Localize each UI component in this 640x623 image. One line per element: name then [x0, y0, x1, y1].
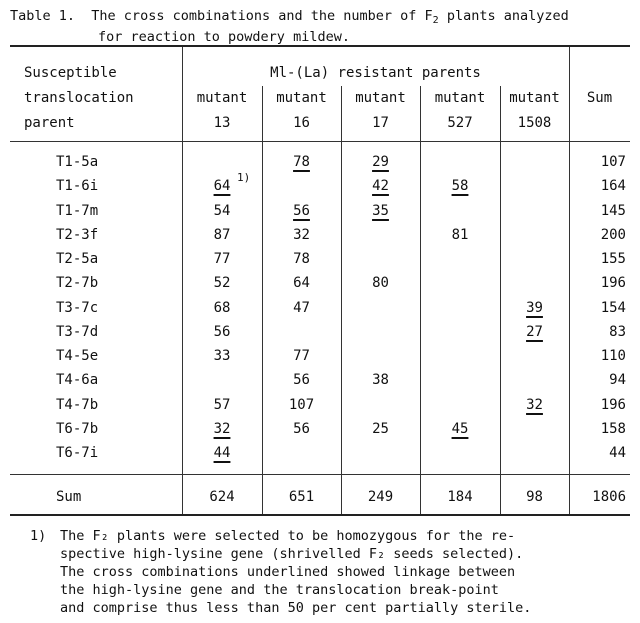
row-name: T1-6i	[56, 178, 99, 195]
cell-value: 56	[293, 372, 310, 389]
row-name: T2-5a	[56, 251, 99, 267]
row-name: T2-7b	[56, 275, 99, 292]
data-table	[10, 45, 630, 516]
cell-value: 56	[293, 420, 310, 437]
cell-value: 38	[372, 372, 389, 389]
mutant-number: 527	[447, 115, 473, 131]
table-caption	[10, 8, 630, 46]
mutant-divider	[500, 86, 501, 141]
caption-subscript: 2	[432, 15, 439, 26]
mutant-divider	[262, 86, 263, 141]
row-name: T3-7d	[56, 323, 99, 340]
row-name: T6-7b	[56, 420, 99, 437]
column-divider	[262, 141, 263, 514]
cell-value: 77	[293, 348, 310, 364]
cell-value: 44	[213, 445, 231, 461]
cell-value: 81	[451, 226, 469, 243]
row-name: T4-5e	[56, 348, 99, 364]
caption-line2: for reaction to powdery mildew.	[98, 29, 350, 45]
group-title: Ml-(La) resistant parents	[270, 65, 481, 81]
row-sum: 83	[609, 323, 626, 340]
cell-value: 54	[213, 202, 231, 219]
footnote	[30, 527, 630, 617]
column-divider	[500, 141, 501, 514]
mutant-label: mutant	[276, 90, 327, 106]
cell-value: 107	[288, 396, 315, 413]
totals-value: 249	[367, 489, 394, 505]
cell-value: 47	[293, 299, 310, 316]
cell-value: 32	[213, 420, 231, 437]
row-sum: 200	[600, 226, 626, 243]
cell-value: 29	[372, 154, 389, 170]
cell-value: 57	[213, 396, 231, 413]
row-name: T3-7c	[56, 299, 99, 316]
cell-value: 32	[293, 226, 310, 243]
cell-value: 39	[526, 299, 543, 316]
mutant-number: 17	[372, 115, 389, 131]
row-header-line: Susceptible	[24, 65, 117, 81]
row-header-line: translocation	[24, 90, 134, 106]
mutant-number: 16	[293, 115, 310, 131]
caption-label: Table 1.	[10, 8, 76, 24]
mutant-number: 13	[213, 115, 231, 131]
header-rule	[10, 141, 630, 142]
row-name: T1-5a	[56, 154, 99, 170]
cell-value: 35	[372, 202, 389, 219]
mutant-divider	[341, 86, 342, 141]
cell-value: 27	[526, 323, 543, 340]
mutant-number: 1508	[517, 115, 552, 131]
row-sum: 196	[600, 396, 626, 413]
column-divider	[420, 141, 421, 514]
cell-value: 33	[213, 348, 231, 364]
row-name: T4-6a	[56, 372, 99, 389]
row-sum: 107	[600, 154, 626, 170]
cell-value: 56	[293, 202, 310, 219]
cell-value: 25	[372, 420, 389, 437]
mutant-divider	[420, 86, 421, 141]
cell-value: 58	[451, 178, 469, 195]
row-sum: 164	[600, 178, 626, 195]
column-divider	[341, 141, 342, 514]
row-name: T2-3f	[56, 226, 99, 243]
caption-line1: The cross combinations and the number of F	[91, 8, 433, 24]
totals-value: 98	[526, 489, 543, 505]
cell-value: 64	[293, 275, 310, 292]
row-sum: 155	[600, 251, 626, 267]
row-name: T4-7b	[56, 396, 99, 413]
mutant-label: mutant	[355, 90, 406, 106]
cell-value: 45	[451, 420, 469, 437]
cell-value: 77	[213, 251, 231, 267]
mutant-label: mutant	[509, 90, 560, 106]
cell-value: 52	[213, 275, 231, 292]
cell-value: 56	[213, 323, 231, 340]
row-header-line: parent	[24, 115, 75, 131]
cell-value: 68	[213, 299, 231, 316]
totals-value: 651	[288, 489, 315, 505]
row-sum: 196	[600, 275, 626, 292]
totals-value: 184	[447, 489, 473, 505]
caption-line1-end: plants analyzed	[438, 8, 569, 24]
row-sum: 145	[600, 202, 626, 219]
footnote-ref: 1)	[237, 171, 251, 185]
cell-value: 32	[526, 396, 543, 413]
sum-header: Sum	[586, 90, 613, 106]
cell-value: 80	[372, 275, 389, 292]
row-sum: 110	[600, 348, 626, 364]
row-sum: 158	[600, 420, 626, 437]
cell-value: 64	[213, 178, 231, 195]
cell-value: 78	[293, 251, 310, 267]
row-sum: 94	[609, 372, 626, 389]
cell-value: 42	[372, 178, 389, 195]
row-name: T1-7m	[56, 202, 99, 219]
cell-value: 78	[293, 154, 310, 170]
cell-value: 87	[213, 226, 231, 243]
mutant-label: mutant	[196, 90, 248, 106]
footnote-mark: 1)	[30, 528, 47, 544]
totals-label: Sum	[56, 489, 82, 505]
mutant-label: mutant	[434, 90, 486, 106]
totals-rule	[10, 474, 630, 475]
totals-sum: 1806	[592, 489, 626, 505]
totals-value: 624	[209, 489, 235, 505]
footnote-text: The F₂ plants were selected to be homozygous for the re- spective high-lysine gene (shrivelled F₂ seeds selected). The cross combinations underlined showed linkage between the high-lysine gene and the translocation break-point and comprise thus less than 50 per cent partially sterile.	[60, 528, 532, 616]
row-sum: 154	[600, 299, 626, 316]
row-sum: 44	[609, 445, 626, 461]
row-name: T6-7i	[56, 445, 99, 461]
